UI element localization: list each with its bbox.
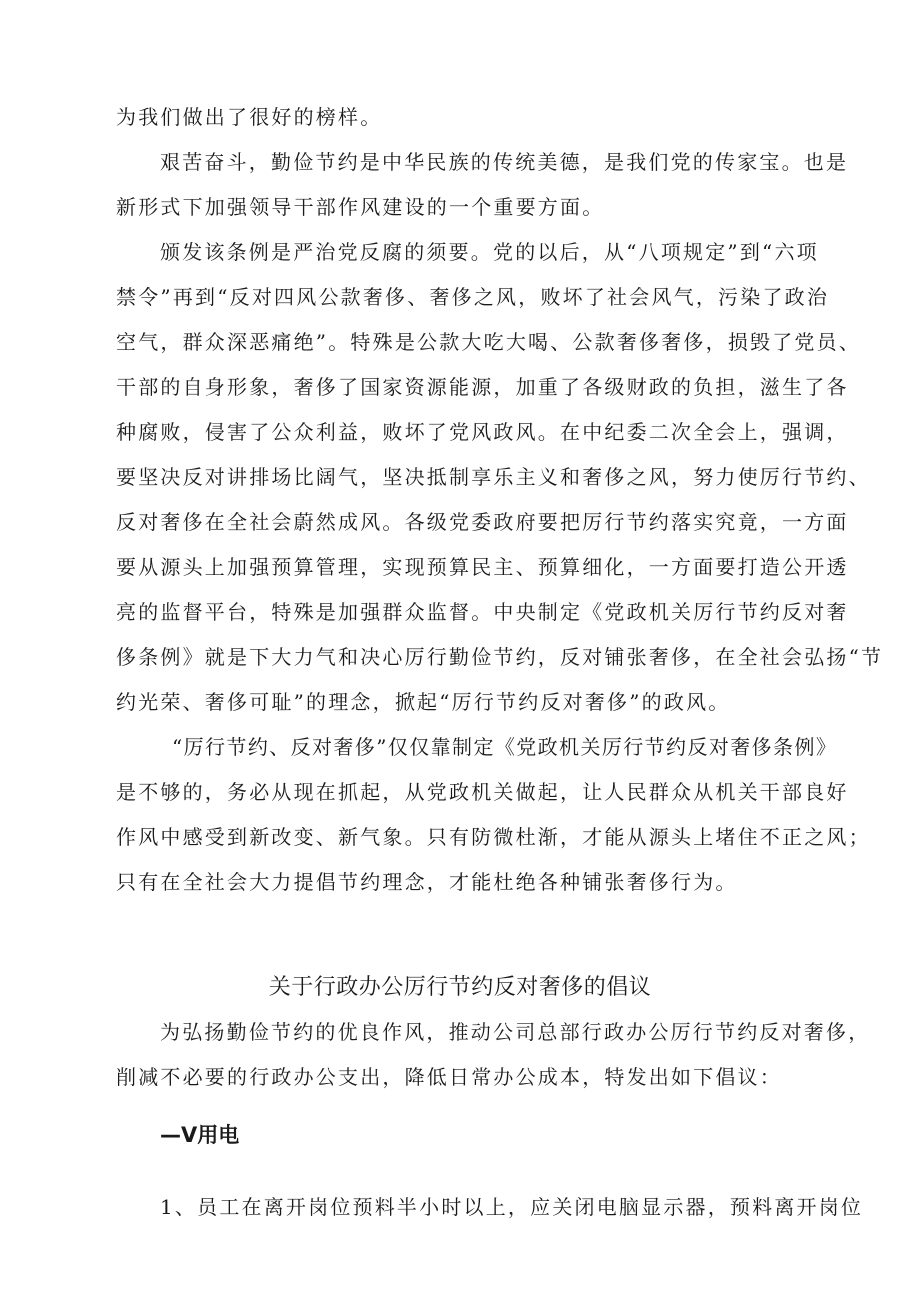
text-line: 亮的监督平台，特殊是加强群众监督。中央制定《党政机关厉行节约反对奢 — [116, 600, 849, 624]
section-heading: —V用电 — [160, 1123, 240, 1147]
text-line: 作风中感受到新改变、新气象。只有防微杜渐，才能从源头上堵住不正之风； — [116, 825, 871, 849]
text-line: 侈条例》就是下大力气和决心厉行勤俭节约，反对铺张奢侈，在全社会弘扬“节 — [116, 645, 884, 669]
text-line: 为我们做出了很好的榜样。 — [116, 105, 383, 129]
paragraph-start-line: 颁发该条例是严治党反腐的须要。党的以后，从“八项规定”到“六项 — [160, 240, 819, 264]
text-line: 空气，群众深恶痛绝”。特殊是公款大吃大喝、公款奢侈奢侈，损毁了党员、 — [116, 330, 862, 354]
text-line: 约光荣、奢侈可耻”的理念，掀起“厉行节约反对奢侈”的政风。 — [116, 690, 731, 714]
text-line: 要坚决反对讲排场比阔气，坚决抵制享乐主义和奢侈之风，努力使厉行节约、 — [116, 465, 871, 489]
text-line: 禁令”再到“反对四风公款奢侈、奢侈之风，败坏了社会风气，污染了政治 — [116, 285, 830, 309]
text-line: 干部的自身形象，奢侈了国家资源能源，加重了各级财政的负担，滋生了各 — [116, 375, 849, 399]
text-line: 种腐败，侵害了公众利益，败坏了党风政风。在中纪委二次全会上，强调， — [116, 420, 849, 444]
document-title: 关于行政办公厉行节约反对奢侈的倡议 — [268, 975, 652, 1000]
paragraph-start-line: “厉行节约、反对奢侈”仅仅靠制定《党政机关厉行节约反对奢侈条例》 — [172, 735, 838, 759]
paragraph-start-line: 为弘扬勤俭节约的优良作风，推动公司总部行政办公厉行节约反对奢侈， — [160, 1020, 871, 1044]
text-line: 反对奢侈在全社会蔚然成风。各级党委政府要把厉行节约落实究竟，一方面 — [116, 510, 849, 534]
paragraph-start-line: 艰苦奋斗，勤俭节约是中华民族的传统美德，是我们党的传家宝。也是 — [160, 150, 849, 174]
list-item: 1、员工在离开岗位预料半小时以上，应关闭电脑显示器，预料离开岗位 — [160, 1195, 864, 1219]
text-line: 是不够的，务必从现在抓起，从党政机关做起，让人民群众从机关干部良好 — [116, 780, 849, 804]
text-line: 要从源头上加强预算管理，实现预算民主、预算细化，一方面要打造公开透 — [116, 555, 849, 579]
text-line: 新形式下加强领导干部作风建设的一个重要方面。 — [116, 195, 605, 219]
text-line: 只有在全社会大力提倡节约理念，才能杜绝各种铺张奢侈行为。 — [116, 870, 738, 894]
text-line: 削减不必要的行政办公支出，降低日常办公成本，特发出如下倡议： — [116, 1065, 782, 1089]
